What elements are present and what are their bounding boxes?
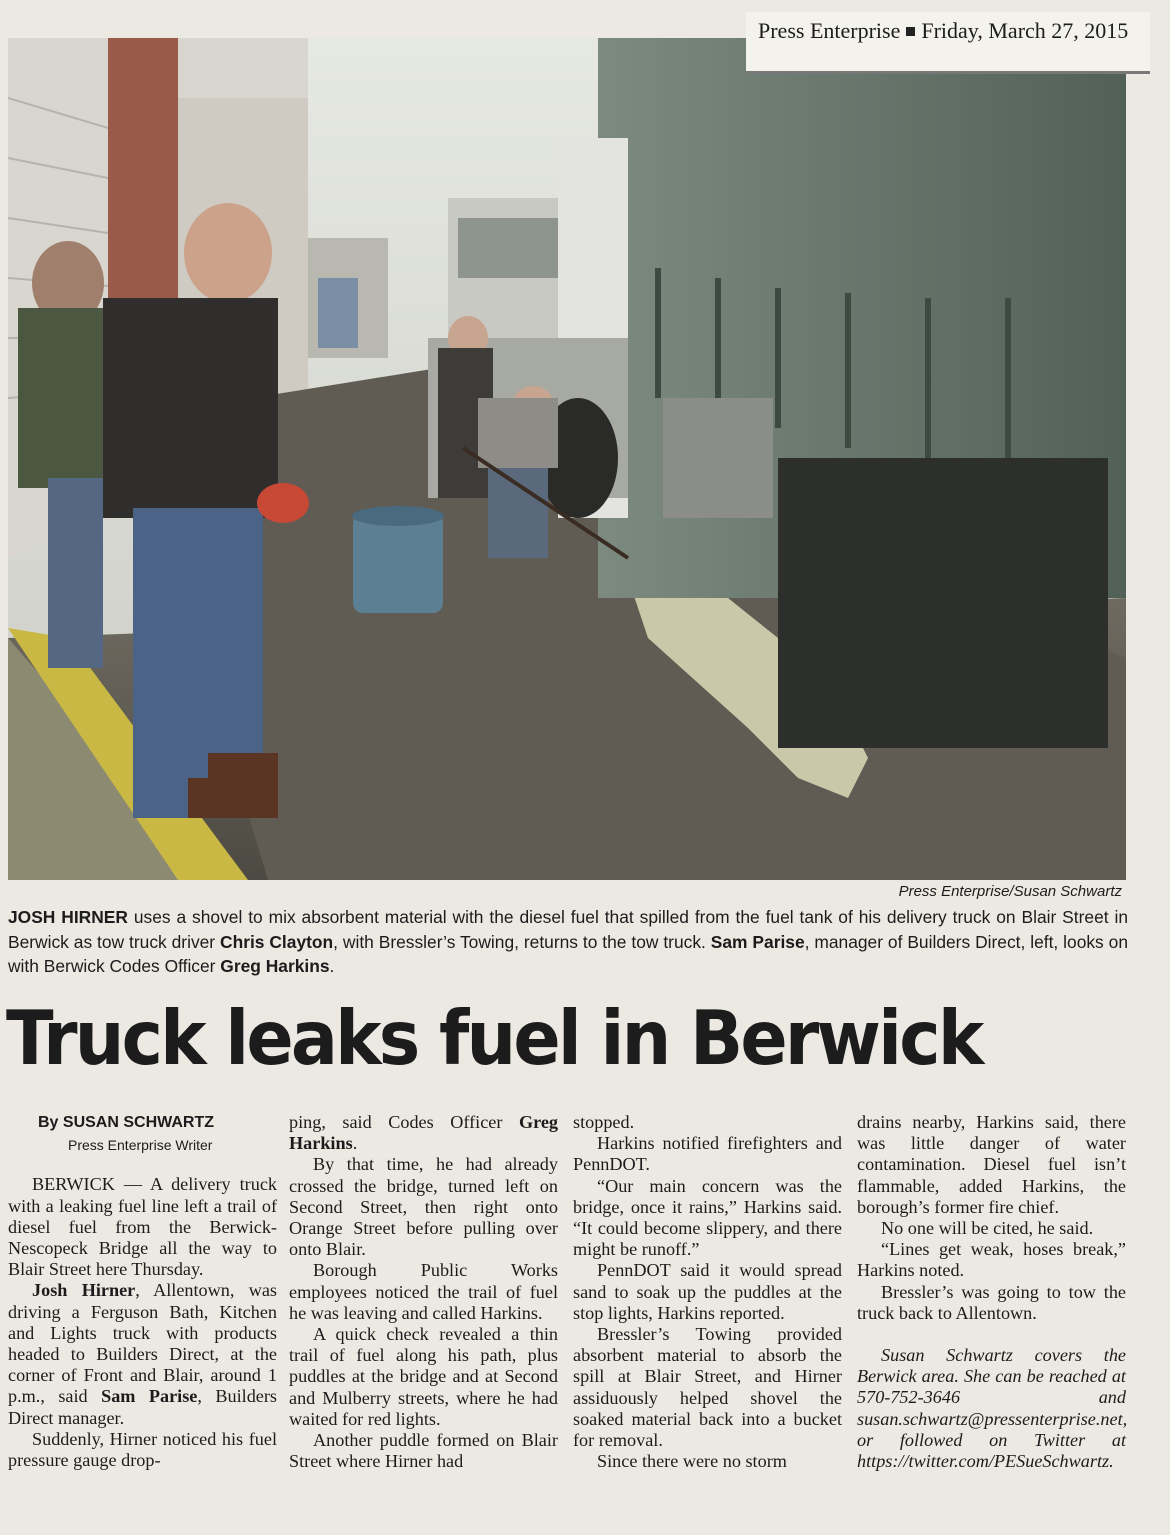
byline-role: Press Enterprise Writer [68,1137,213,1154]
author-bio: Susan Schwartz covers the Berwick area. She can be reached at 570-752-3646 and susan.schwartz@pressenterprise.net, or followed on Twitter at https://twitter.com/PESueSchwartz. [857,1345,1128,1472]
separator-square-icon [906,27,915,36]
article-paragraph: Bressler’s was going to tow the truck back to Allentown. [857,1281,1126,1323]
article-paragraph: PennDOT said it would spread sand to soak up the puddles at the stop lights, Harkins reported. [573,1260,842,1323]
photo-credit: Press Enterprise/Susan Schwartz [898,883,1122,900]
article-paragraph: Another puddle formed on Blair Street where Hirner had [289,1430,558,1472]
article-paragraph: stopped. [573,1112,635,1132]
paragraph-text: , Allentown, was driving a Ferguson Bath, Kitchen and Lights truck with products headed to Builders Direct, at the corner of Front and Blair, around 1 p.m., said [8,1280,278,1407]
article-paragraph [289,1112,558,1154]
article-paragraph: Suddenly, Hirner noticed his fuel pressure gauge drop- [8,1428,277,1471]
article-paragraph [8,1280,277,1428]
article-paragraph: “Our main concern was the bridge, once it rains,” Harkins said. “It could become slippery, and there might be runoff.” [573,1175,842,1260]
article-column-3 [573,1112,842,1472]
truck-spill-photo [8,38,1126,880]
article-column-4 [857,1112,1126,1472]
article-paragraph: By that time, he had already crossed the bridge, turned left on Second Street, then right onto Orange Street before pulling over onto Blair. [289,1154,558,1260]
paragraph-text: , Builders Direct manager. [8,1386,277,1428]
paragraph-text: ping, said Codes Officer [289,1112,519,1132]
article-paragraph: BERWICK — A delivery truck with a leaking fuel line left a trail of diesel fuel from the Berwick-Nescopeck Bridge all the way to Blair Street here Thursday. [8,1174,277,1280]
publish-date: Friday, March 27, 2015 [921,18,1129,43]
article-paragraph: Bressler’s Towing provided absorbent material to absorb the spill at Blair Street, and Hirner assiduously helped shovel the soaked material back into a bucket for removal. [573,1324,842,1451]
article-column-2 [289,1112,558,1472]
paper-name: Press Enterprise [758,18,901,43]
caption-name: JOSH HIRNER [8,907,128,927]
caption-name: Chris Clayton [220,931,334,952]
article-paragraph: A quick check revealed a thin trail of fuel along his path, plus puddles at the bridge and at Second and Mulberry streets, where he had waited for red lights. [289,1324,558,1429]
caption-name: Sam Parise [710,931,805,952]
paragraph-text: . [352,1133,358,1154]
news-photo [8,38,1126,880]
caption-text: uses a shovel to mix absorbent material with the diesel fuel that spilled from the fuel tank of his delivery truck on Blair Street in Berwick as tow truck driver [8,907,1129,952]
article-column-1 [8,1112,277,1471]
article-paragraph: No one will be cited, he said. [881,1218,1094,1239]
person-name: Josh Hirner [32,1280,136,1301]
caption-text: . [329,956,335,976]
byline-author: By SUSAN SCHWARTZ [38,1114,215,1131]
caption-text: , manager of Builders Direct, left, looks on with Berwick Codes Officer [8,931,1129,976]
person-name: Sam Parise [101,1386,198,1407]
photo-caption [8,905,1128,979]
article-paragraph: “Lines get weak, hoses break,” Harkins noted. [857,1239,1126,1281]
caption-text: , with Bressler’s Towing, returns to the tow truck. [333,931,711,952]
article-paragraph: drains nearby, Harkins said, there was little danger of water contamination. Diesel fuel isn’t flammable, added Harkins, the borough’s former fire chief. [857,1112,1126,1217]
caption-name: Greg Harkins [220,956,330,976]
article-paragraph: Since there were no storm [597,1451,787,1472]
person-name: Greg Harkins [289,1112,558,1154]
article-paragraph: Borough Public Works employees noticed the trail of fuel he was leaving and called Harkins. [289,1260,558,1323]
dateline [746,12,1150,74]
article-paragraph: Harkins notified firefighters and PennDOT. [573,1133,842,1175]
headline: Truck leaks fuel in Berwick [6,994,982,1082]
